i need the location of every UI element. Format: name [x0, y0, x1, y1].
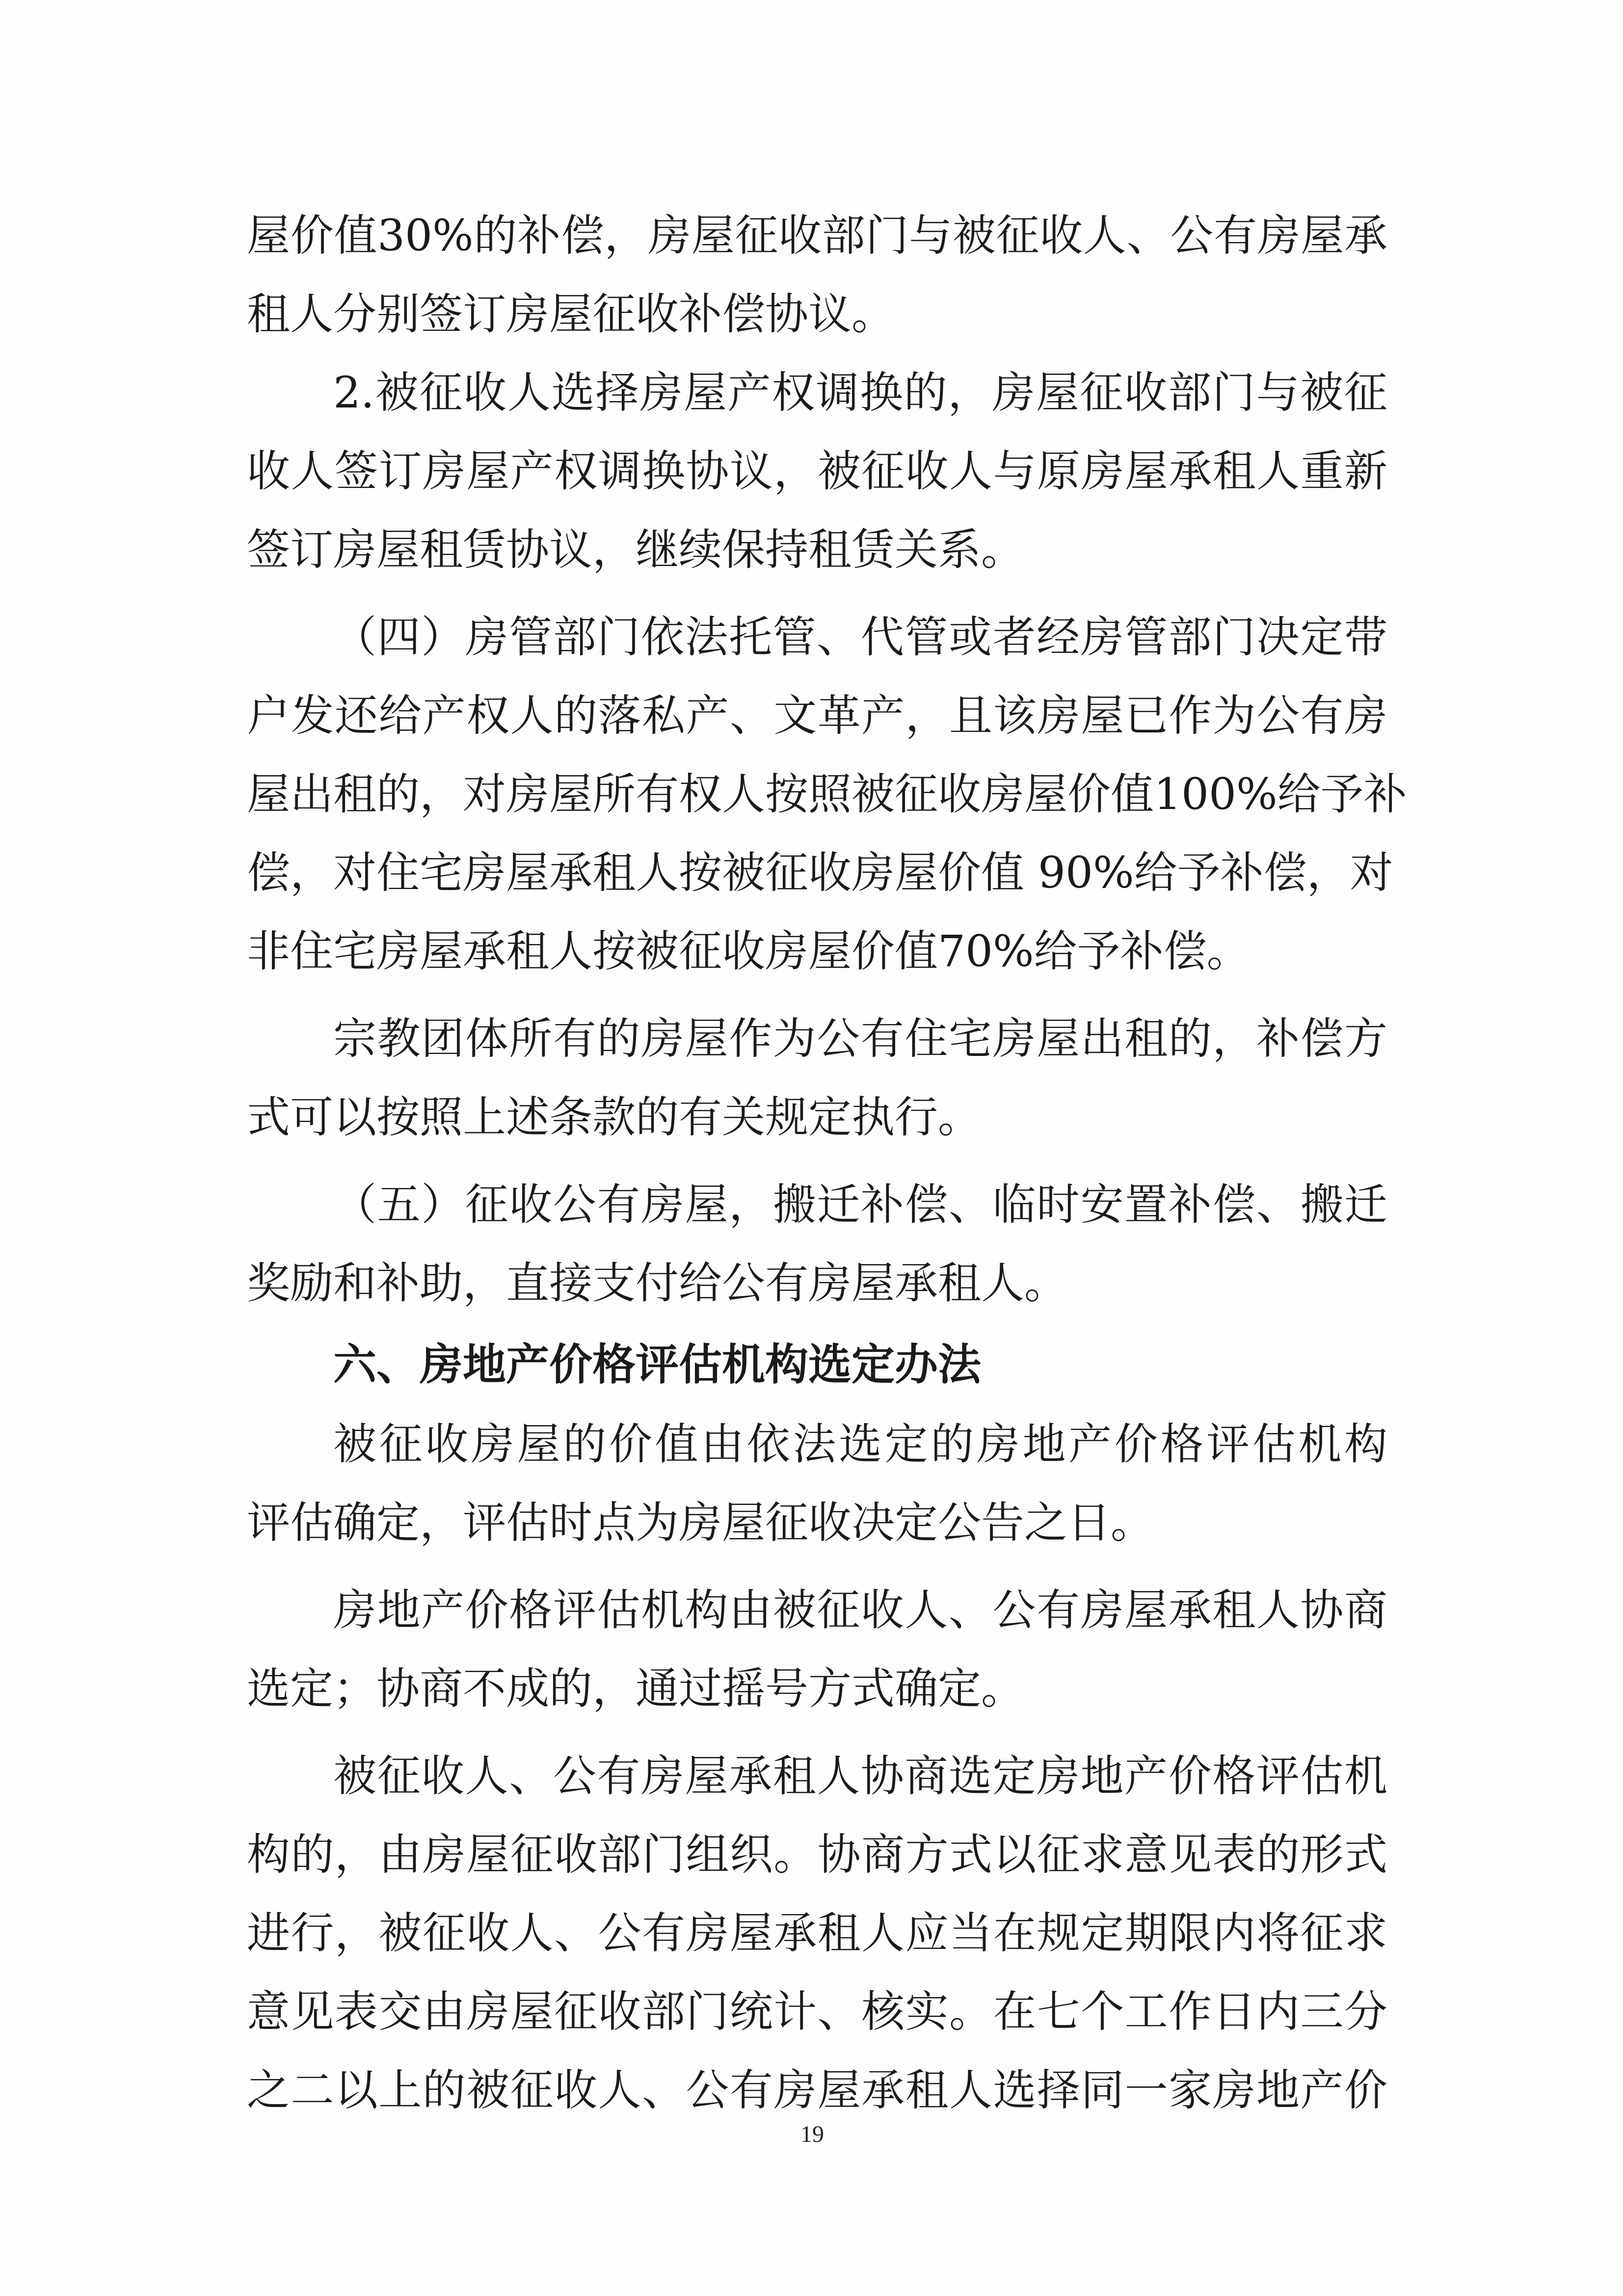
- body-text-line: 签订房屋租赁协议，继续保持租赁关系。: [247, 524, 1025, 575]
- page-number: 19: [800, 2121, 824, 2147]
- body-text-line: 被征收房屋的价值由依法选定的房地产价格评估机构: [333, 1419, 1387, 1469]
- section-heading: 六、房地产价格评估机构选定办法: [333, 1339, 982, 1390]
- body-text-line: （五）征收公有房屋，搬迁补偿、临时安置补偿、搬迁: [333, 1179, 1387, 1230]
- body-text-line: 屋出租的，对房屋所有权人按照被征收房屋价值100%给予补: [247, 769, 1407, 819]
- body-text-line: 偿，对住宅房屋承租人按被征收房屋价值 90%给予补偿，对: [247, 847, 1393, 898]
- body-text-line: 评估确定，评估时点为房屋征收决定公告之日。: [247, 1497, 1154, 1548]
- body-text-line: 被征收人、公有房屋承租人协商选定房地产价格评估机: [333, 1751, 1387, 1801]
- body-text-line: 屋价值30%的补偿，房屋征收部门与被征收人、公有房屋承: [247, 210, 1387, 261]
- body-text-line: 非住宅房屋承租人按被征收房屋价值70%给予补偿。: [247, 926, 1250, 976]
- body-text-line: 意见表交由房屋征收部门统计、核实。在七个工作日内三分: [247, 1986, 1387, 2037]
- body-text-line: 构的，由房屋征收部门组织。协商方式以征求意见表的形式: [247, 1829, 1387, 1880]
- body-text-line: 户发还给产权人的落私产、文革产，且该房屋已作为公有房: [247, 690, 1387, 741]
- body-text-line: 2.被征收人选择房屋产权调换的，房屋征收部门与被征: [333, 367, 1387, 418]
- body-text-line: 之二以上的被征收人、公有房屋承租人选择同一家房地产价: [247, 2065, 1387, 2115]
- body-text-line: 选定；协商不成的，通过摇号方式确定。: [247, 1663, 1025, 1714]
- body-text-line: 房地产价格评估机构由被征收人、公有房屋承租人协商: [333, 1585, 1387, 1635]
- body-text-line: （四）房管部门依法托管、代管或者经房管部门决定带: [333, 612, 1387, 662]
- body-text-line: 进行，被征收人、公有房屋承租人应当在规定期限内将征求: [247, 1908, 1387, 1958]
- body-text-line: 宗教团体所有的房屋作为公有住宅房屋出租的，补偿方: [333, 1013, 1387, 1064]
- body-text-line: 式可以按照上述条款的有关规定执行。: [247, 1092, 982, 1142]
- body-text-line: 奖励和补助，直接支付给公有房屋承租人。: [247, 1258, 1068, 1308]
- body-text-line: 收人签订房屋产权调换协议，被征收人与原房屋承租人重新: [247, 446, 1387, 496]
- body-text-line: 租人分别签订房屋征收补偿协议。: [247, 289, 895, 339]
